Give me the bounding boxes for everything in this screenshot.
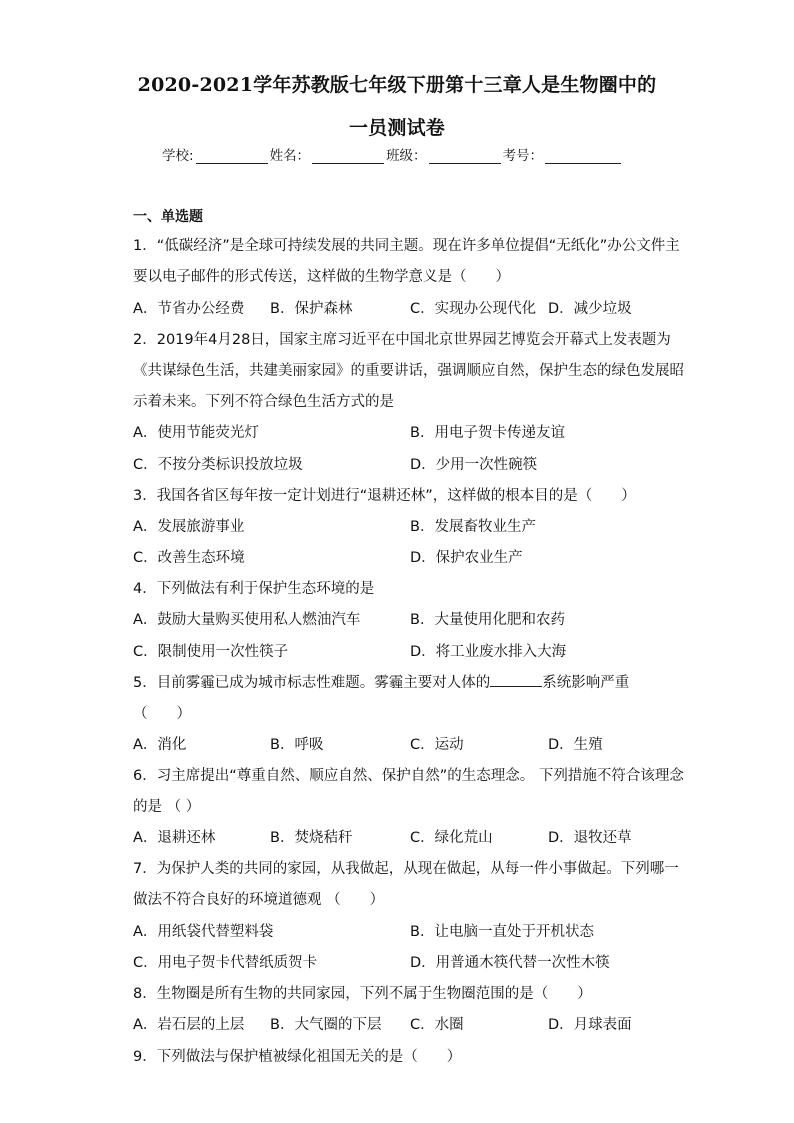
question-6-line-1: 6．习主席提出“尊重自然、顺应自然、保护自然”的生态理念。 下列措施不符合该理念 <box>133 768 684 784</box>
question-2-line-2: 《共谋绿色生活，共建美丽家园》的重要讲话，强调顺应自然，保护生态的绿色发展昭 <box>133 363 684 379</box>
school-blank[interactable] <box>196 149 268 164</box>
title-line-1: 2020-2021学年苏教版七年级下册第十三章人是生物圈中的 <box>137 74 657 96</box>
question-1-line-2: 要以电子邮件的形式传送，这样做的生物学意义是（ ） <box>133 269 510 285</box>
exam-number-blank[interactable] <box>545 149 621 164</box>
question-1-option-c[interactable]: C．实现办公现代化 <box>410 301 537 317</box>
question-5-text-before-blank: 5．目前雾霾已成为城市标志性难题。雾霾主要对人体的 <box>133 675 491 691</box>
class-blank[interactable] <box>429 149 501 164</box>
question-2-option-a[interactable]: A．使用节能荧光灯 <box>133 425 259 441</box>
title-line-2: 一员测试卷 <box>348 117 445 139</box>
question-3-line-1: 3．我国各省区每年按一定计划进行“退耕还林”，这样做的根本目的是（ ） <box>133 488 636 504</box>
student-info-row <box>162 144 623 164</box>
question-1-line-1: 1．“低碳经济”是全球可持续发展的共同主题。现在许多单位提倡“无纸化”办公文件主 <box>133 238 680 254</box>
question-7-line-2: 做法不符合良好的环境道德观 （ ） <box>133 892 385 908</box>
question-9-line-1: 9．下列做法与保护植被绿化祖国无关的是（ ） <box>133 1049 462 1065</box>
question-1-option-d[interactable]: D．减少垃圾 <box>548 301 632 317</box>
question-8-option-d[interactable]: D．月球表面 <box>548 1017 632 1033</box>
question-8-line-1: 8．生物圈是所有生物的共同家园，下列不属于生物圈范围的是（ ） <box>133 986 592 1002</box>
question-3-option-c[interactable]: C．改善生态环境 <box>133 550 245 566</box>
question-5-option-c[interactable]: C．运动 <box>410 737 464 753</box>
question-7-option-d[interactable]: D．用普通木筷代替一次性木筷 <box>410 955 610 971</box>
question-3-option-d[interactable]: D．保护农业生产 <box>410 550 523 566</box>
question-5-line-1 <box>133 671 629 692</box>
question-8-option-b[interactable]: B．大气圈的下层 <box>270 1017 382 1033</box>
question-5-fill-blank[interactable] <box>490 672 542 687</box>
question-6-option-a[interactable]: A．退耕还林 <box>133 830 216 846</box>
school-label: 学校: <box>162 148 194 164</box>
question-8-option-c[interactable]: C．水圈 <box>410 1017 464 1033</box>
question-4-option-c[interactable]: C．限制使用一次性筷子 <box>133 644 289 660</box>
question-7-option-c[interactable]: C．用电子贺卡代替纸质贺卡 <box>133 955 318 971</box>
question-4-option-a[interactable]: A．鼓励大量购买使用私人燃油汽车 <box>133 612 361 628</box>
question-2-option-c[interactable]: C．不按分类标识投放垃圾 <box>133 457 303 473</box>
question-5-option-b[interactable]: B．呼吸 <box>270 737 324 753</box>
question-3-option-b[interactable]: B．发展畜牧业生产 <box>410 519 536 535</box>
question-7-line-1: 7．为保护人类的共同的家园，从我做起，从现在做起，从每一件小事做起。下列哪一 <box>133 861 679 877</box>
exam-number-label: 考号： <box>502 148 544 164</box>
question-2-line-3: 示着未来。下列不符合绿色生活方式的是 <box>133 394 394 410</box>
question-6-option-c[interactable]: C．绿化荒山 <box>410 830 493 846</box>
question-8-option-a[interactable]: A．岩石层的上层 <box>133 1017 245 1033</box>
question-6-option-d[interactable]: D．退牧还草 <box>548 830 632 846</box>
question-4-line-1: 4．下列做法有利于保护生态环境的是 <box>133 581 375 597</box>
question-5-option-d[interactable]: D．生殖 <box>548 737 603 753</box>
question-4-option-b[interactable]: B．大量使用化肥和农药 <box>410 612 565 628</box>
question-5-option-a[interactable]: A．消化 <box>133 737 187 753</box>
class-label: 班级： <box>386 148 427 164</box>
question-5-text-after-blank: 系统影响严重 <box>542 675 630 691</box>
question-1-option-a[interactable]: A．节省办公经费 <box>133 301 245 317</box>
question-2-option-b[interactable]: B．用电子贺卡传递友谊 <box>410 425 565 441</box>
question-7-option-b[interactable]: B．让电脑一直处于开机状态 <box>410 924 594 940</box>
question-5-line-2: （ ） <box>133 706 191 722</box>
name-blank[interactable] <box>312 149 384 164</box>
name-label: 姓名： <box>269 148 311 164</box>
question-3-option-a[interactable]: A．发展旅游事业 <box>133 519 245 535</box>
question-7-option-a[interactable]: A．用纸袋代替塑料袋 <box>133 924 274 940</box>
question-4-option-d[interactable]: D．将工业废水排入大海 <box>410 644 567 660</box>
question-2-option-d[interactable]: D．少用一次性碗筷 <box>410 457 538 473</box>
question-6-line-2: 的是 （ ） <box>133 799 201 815</box>
section-heading: 一、单选题 <box>133 209 203 225</box>
question-6-option-b[interactable]: B．焚烧秸秆 <box>270 830 353 846</box>
question-2-line-1: 2．2019年4月28日，国家主席习近平在中国北京世界园艺博览会开幕式上发表题为 <box>133 332 671 348</box>
question-1-option-b[interactable]: B．保护森林 <box>270 301 353 317</box>
